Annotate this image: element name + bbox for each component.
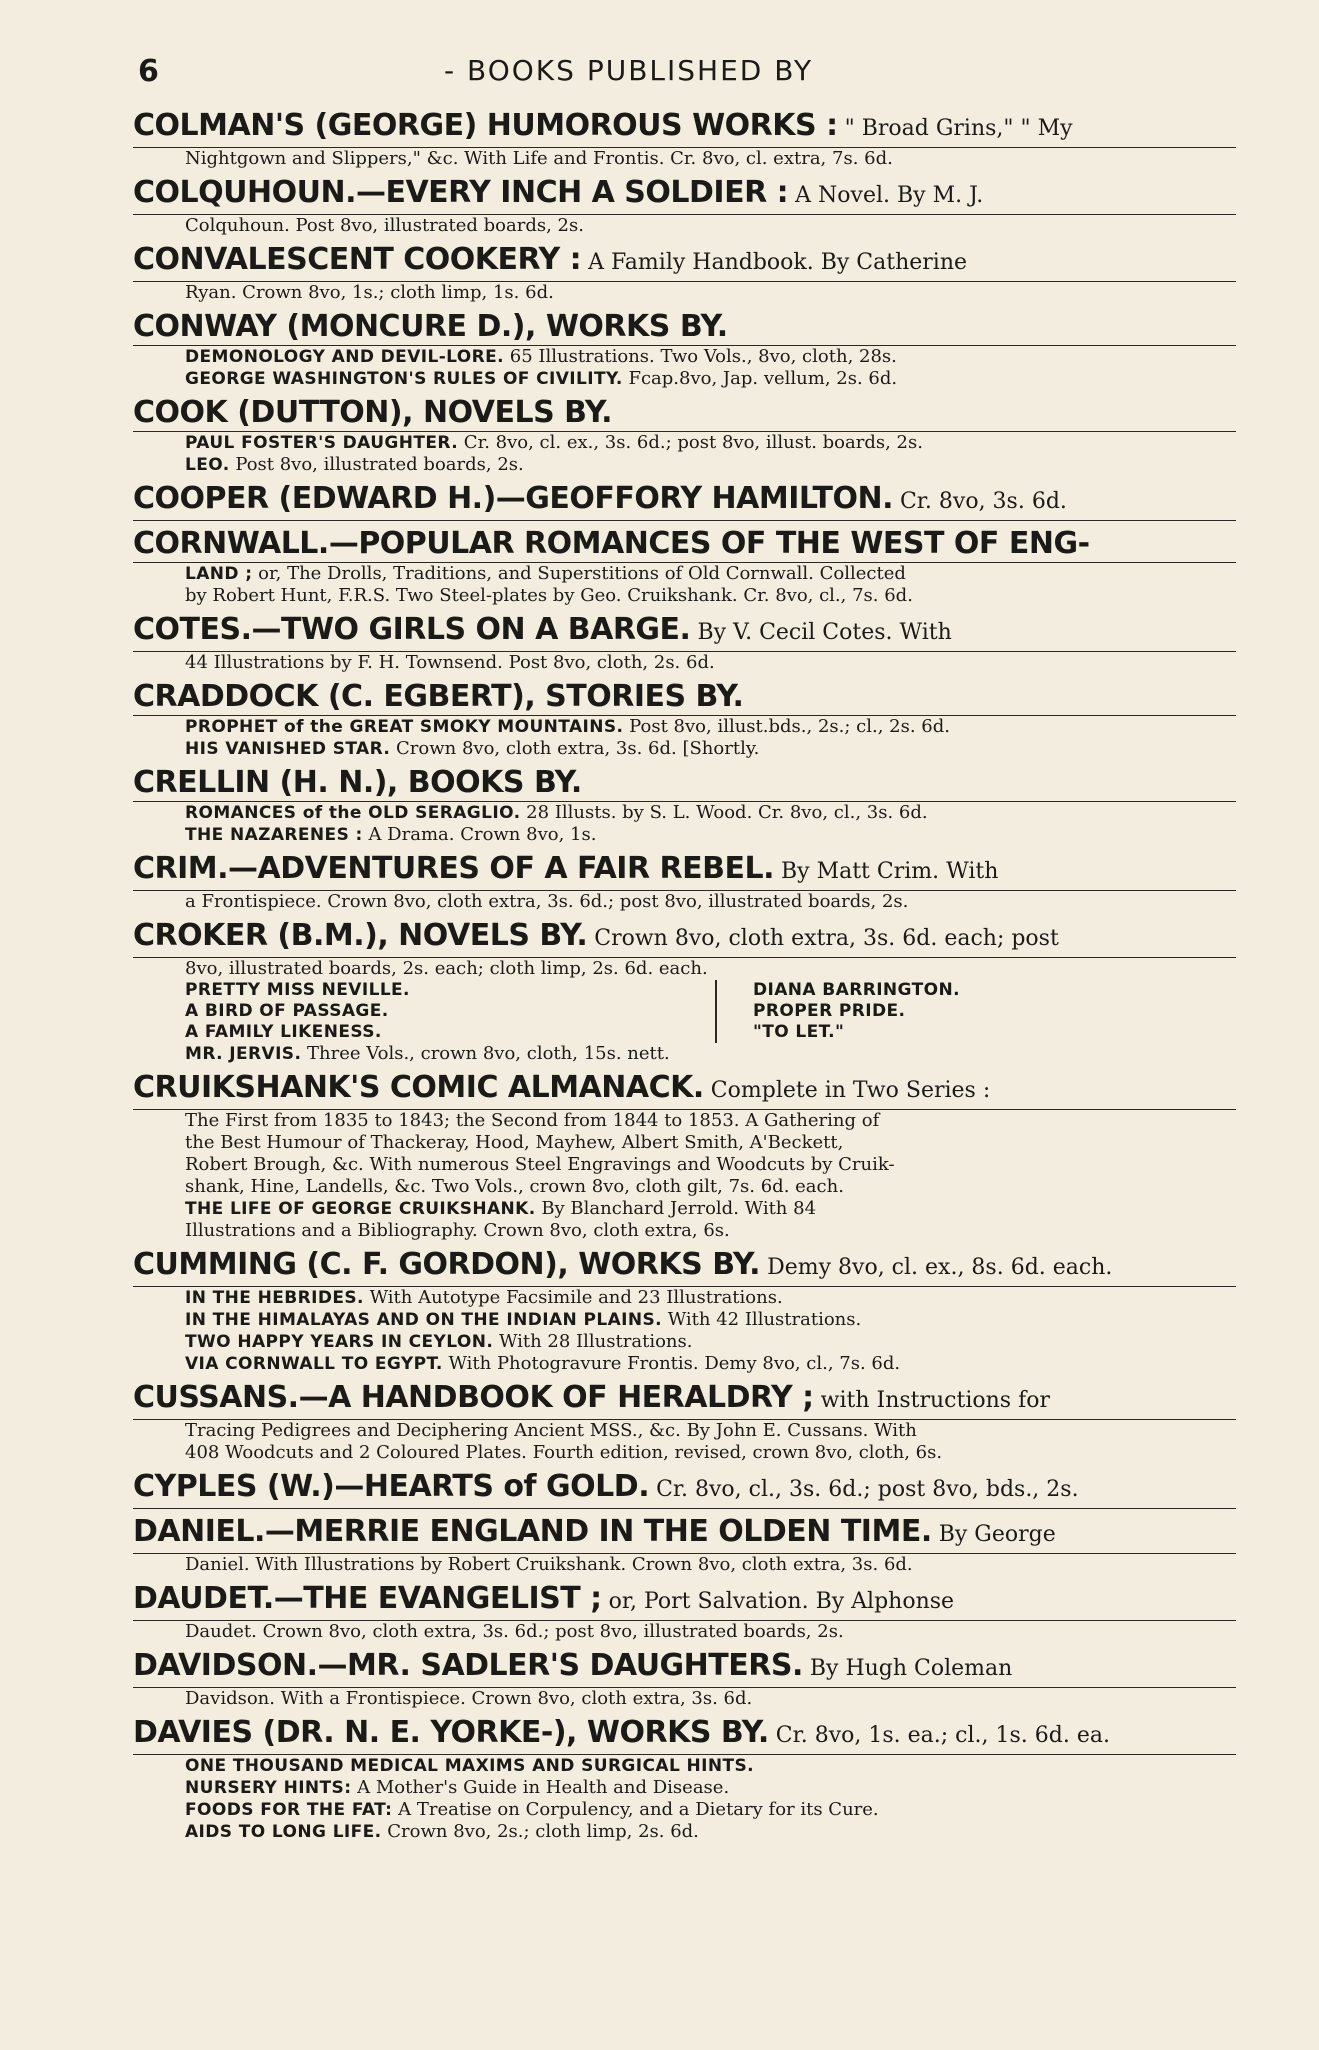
author-heading: COOPER (EDWARD H.)—GEOFFORY HAMILTON. bbox=[133, 481, 893, 516]
heading-description: By George bbox=[931, 1522, 1056, 1547]
catalog-entry bbox=[133, 1514, 1236, 1576]
book-details: Tracing Pedigrees and Deciphering Ancient MSS., &c. By John E. Cussans. With bbox=[185, 1420, 917, 1441]
book-details: Ryan. Crown 8vo, 1s.; cloth limp, 1s. 6d. bbox=[185, 282, 554, 303]
entry-heading bbox=[133, 1469, 1236, 1509]
entry-line bbox=[133, 1755, 1236, 1777]
entry-line bbox=[133, 1176, 1236, 1198]
entry-line bbox=[133, 148, 1236, 170]
entry-line bbox=[133, 1799, 1236, 1821]
heading-description: or, Port Salvation. By Alphonse bbox=[601, 1589, 955, 1614]
entry-heading bbox=[133, 1715, 1236, 1755]
book-details: Three Vols., crown 8vo, cloth, 15s. nett. bbox=[301, 1043, 670, 1064]
book-title: THE LIFE OF GEORGE CRUIKSHANK. bbox=[185, 1199, 536, 1219]
heading-description: Cr. 8vo, cl., 3s. 6d.; post 8vo, bds., 2s. bbox=[649, 1477, 1079, 1502]
book-details: Daudet. Crown 8vo, cloth extra, 3s. 6d.; post 8vo, illustrated boards, 2s. bbox=[185, 1621, 844, 1642]
entry-line bbox=[133, 1110, 1236, 1132]
catalog-entries bbox=[133, 108, 1236, 1848]
author-heading: CONVALESCENT COOKERY : bbox=[133, 242, 582, 277]
heading-description: " Broad Grins," " My bbox=[837, 116, 1073, 141]
book-details: By Blanchard Jerrold. With 84 bbox=[535, 1198, 817, 1219]
entry-heading bbox=[133, 1514, 1236, 1554]
heading-description: By Hugh Coleman bbox=[802, 1656, 1013, 1681]
book-title: A FAMILY LIKENESS. bbox=[185, 1022, 382, 1042]
author-heading: DAUDET.—THE EVANGELIST ; bbox=[133, 1581, 602, 1616]
book-title: AIDS TO LONG LIFE. bbox=[185, 1822, 382, 1842]
book-title: IN THE HEBRIDES. bbox=[185, 1288, 364, 1308]
entry-line bbox=[133, 346, 1236, 368]
author-heading: CYPLES (W.)—HEARTS of GOLD. bbox=[133, 1469, 650, 1504]
entry-heading bbox=[133, 679, 1236, 716]
heading-description: A Family Handbook. By Catherine bbox=[581, 250, 968, 275]
author-heading: DAVIES (DR. N. E. YORKE-), WORKS BY. bbox=[133, 1715, 769, 1750]
author-heading: DANIEL.—MERRIE ENGLAND IN THE OLDEN TIME. bbox=[133, 1514, 932, 1549]
entry-heading bbox=[133, 851, 1236, 891]
catalog-entry bbox=[133, 851, 1236, 913]
running-title: - BOOKS PUBLISHED BY bbox=[444, 54, 814, 87]
author-heading: COLMAN'S (GEORGE) HUMOROUS WORKS : bbox=[133, 108, 838, 143]
book-title: A BIRD OF PASSAGE. bbox=[185, 1001, 389, 1021]
entry-heading bbox=[133, 1247, 1236, 1287]
right-column bbox=[717, 980, 960, 1043]
book-title: DIANA BARRINGTON. bbox=[753, 980, 960, 1000]
book-details: Robert Brough, &c. With numerous Steel Engravings and Woodcuts by Cruik- bbox=[185, 1154, 895, 1175]
book-title: TWO HAPPY YEARS IN CEYLON. bbox=[185, 1332, 494, 1352]
catalog-entry bbox=[133, 1247, 1236, 1375]
entry-line bbox=[133, 1154, 1236, 1176]
entry-heading bbox=[133, 1380, 1236, 1420]
left-column bbox=[185, 980, 717, 1043]
catalog-entry bbox=[133, 242, 1236, 304]
entry-line bbox=[133, 1287, 1236, 1309]
entry-line bbox=[133, 824, 1236, 846]
book-title: PRETTY MISS NEVILLE. bbox=[185, 980, 410, 1000]
book-title: PAUL FOSTER'S DAUGHTER. bbox=[185, 433, 459, 453]
entry-heading bbox=[133, 309, 1236, 346]
book-details: Illustrations and a Bibliography. Crown 8vo, cloth extra, 6s. bbox=[185, 1220, 730, 1241]
entry-heading bbox=[133, 481, 1236, 521]
book-details: With 42 Illustrations. bbox=[661, 1309, 862, 1330]
entry-heading bbox=[133, 175, 1236, 215]
book-details: Fcap.8vo, Jap. vellum, 2s. 6d. bbox=[622, 368, 898, 389]
entry-line bbox=[133, 802, 1236, 824]
entry-line bbox=[133, 1777, 1236, 1799]
book-title: PROPER PRIDE. bbox=[753, 1001, 906, 1021]
entry-line bbox=[133, 716, 1236, 738]
book-details: Daniel. With Illustrations by Robert Cruikshank. Crown 8vo, cloth extra, 3s. 6d. bbox=[185, 1554, 913, 1575]
entry-line bbox=[133, 891, 1236, 913]
book-details: Colquhoun. Post 8vo, illustrated boards, 2s. bbox=[185, 215, 584, 236]
entry-line bbox=[133, 1220, 1236, 1242]
entry-line bbox=[133, 1043, 1236, 1065]
entry-line bbox=[133, 1353, 1236, 1375]
author-heading: COOK (DUTTON), NOVELS BY. bbox=[133, 395, 613, 430]
book-details: Nightgown and Slippers," &c. With Life and Frontis. Cr. 8vo, cl. extra, 7s. 6d. bbox=[185, 148, 893, 169]
catalog-entry bbox=[133, 918, 1236, 1065]
book-details: The First from 1835 to 1843; the Second from 1844 to 1853. A Gathering of bbox=[185, 1110, 880, 1131]
entry-line bbox=[133, 215, 1236, 237]
book-details: Cr. 8vo, cl. ex., 3s. 6d.; post 8vo, illust. boards, 2s. bbox=[458, 432, 923, 453]
entry-line bbox=[133, 432, 1236, 454]
catalog-entry bbox=[133, 1380, 1236, 1464]
catalog-entry bbox=[133, 526, 1236, 607]
catalog-entry bbox=[133, 1648, 1236, 1710]
entry-heading bbox=[133, 1648, 1236, 1688]
book-details: 44 Illustrations by F. H. Townsend. Post 8vo, cloth, 2s. 6d. bbox=[185, 652, 715, 673]
author-heading: COTES.—TWO GIRLS ON A BARGE. bbox=[133, 612, 691, 647]
catalog-entry bbox=[133, 309, 1236, 390]
book-details: Crown 8vo, cloth extra, 3s. 6d. [Shortly. bbox=[390, 738, 760, 759]
entry-line bbox=[133, 652, 1236, 674]
heading-description: with Instructions for bbox=[813, 1388, 1050, 1413]
author-heading: CORNWALL.—POPULAR ROMANCES OF THE WEST OF ENG- bbox=[133, 526, 1090, 561]
book-details: shank, Hine, Landells, &c. Two Vols., crown 8vo, cloth gilt, 7s. 6d. each. bbox=[185, 1176, 844, 1197]
heading-description: Cr. 8vo, 1s. ea.; cl., 1s. 6d. ea. bbox=[768, 1723, 1110, 1748]
entry-heading bbox=[133, 1581, 1236, 1621]
entry-line bbox=[133, 282, 1236, 304]
author-heading: COLQUHOUN.—EVERY INCH A SOLDIER : bbox=[133, 175, 789, 210]
book-title: IN THE HIMALAYAS AND ON THE INDIAN PLAINS. bbox=[185, 1310, 662, 1330]
book-title: MR. JERVIS. bbox=[185, 1044, 302, 1064]
book-details: A Drama. Crown 8vo, 1s. bbox=[362, 824, 597, 845]
book-details: by Robert Hunt, F.R.S. Two Steel-plates by Geo. Cruikshank. Cr. 8vo, cl., 7s. 6d. bbox=[185, 585, 913, 606]
catalog-entry bbox=[133, 1469, 1236, 1509]
book-title: DEMONOLOGY AND DEVIL-LORE. bbox=[185, 347, 505, 367]
entry-line bbox=[133, 1198, 1236, 1220]
author-heading: DAVIDSON.—MR. SADLER'S DAUGHTERS. bbox=[133, 1648, 803, 1683]
entry-line bbox=[133, 1132, 1236, 1154]
book-title: LEO. bbox=[185, 455, 230, 475]
author-heading: CROKER (B.M.), NOVELS BY. bbox=[133, 918, 588, 953]
book-title: FOODS FOR THE FAT: bbox=[185, 1800, 393, 1820]
heading-description: Complete in Two Series : bbox=[703, 1078, 991, 1103]
entry-line bbox=[133, 1688, 1236, 1710]
book-details: the Best Humour of Thackeray, Hood, Mayhew, Albert Smith, A'Beckett, bbox=[185, 1132, 844, 1153]
entry-heading bbox=[133, 918, 1236, 958]
entry-line bbox=[133, 1442, 1236, 1464]
catalog-entry bbox=[133, 481, 1236, 521]
entry-line bbox=[133, 1309, 1236, 1331]
entry-line bbox=[133, 738, 1236, 760]
book-title: "TO LET." bbox=[753, 1022, 845, 1042]
book-details: 8vo, illustrated boards, 2s. each; cloth limp, 2s. 6d. each. bbox=[185, 958, 708, 979]
catalog-entry bbox=[133, 395, 1236, 476]
entry-line bbox=[133, 1331, 1236, 1353]
book-details: a Frontispiece. Crown 8vo, cloth extra, 3s. 6d.; post 8vo, illustrated boards, 2s. bbox=[185, 891, 909, 912]
page-header bbox=[138, 50, 1238, 94]
book-details: A Mother's Guide in Health and Disease. bbox=[351, 1777, 730, 1798]
catalog-entry bbox=[133, 679, 1236, 760]
book-details: Post 8vo, illustrated boards, 2s. bbox=[229, 454, 524, 475]
catalog-entry bbox=[133, 175, 1236, 237]
book-details: Davidson. With a Frontispiece. Crown 8vo, cloth extra, 3s. 6d. bbox=[185, 1688, 753, 1709]
entry-heading bbox=[133, 395, 1236, 432]
book-title: HIS VANISHED STAR. bbox=[185, 739, 391, 759]
author-heading: CRUIKSHANK'S COMIC ALMANACK. bbox=[133, 1070, 704, 1105]
entry-heading bbox=[133, 612, 1236, 652]
entry-line bbox=[133, 1621, 1236, 1643]
catalog-entry bbox=[133, 1715, 1236, 1843]
two-column-list bbox=[133, 980, 1236, 1043]
book-details: or, The Drolls, Traditions, and Superstitions of Old Cornwall. Collected bbox=[252, 563, 906, 584]
heading-description: Crown 8vo, cloth extra, 3s. 6d. each; post bbox=[587, 926, 1059, 951]
book-title: GEORGE WASHINGTON'S RULES OF CIVILITY. bbox=[185, 369, 623, 389]
entry-line bbox=[133, 454, 1236, 476]
entry-heading bbox=[133, 1070, 1236, 1110]
catalog-entry bbox=[133, 1581, 1236, 1643]
page-number: 6 bbox=[138, 54, 161, 89]
author-heading: CRADDOCK (C. EGBERT), STORIES BY. bbox=[133, 679, 744, 714]
author-heading: CONWAY (MONCURE D.), WORKS BY. bbox=[133, 309, 728, 344]
catalog-entry bbox=[133, 108, 1236, 170]
book-details: A Treatise on Corpulency, and a Dietary for its Cure. bbox=[392, 1799, 879, 1820]
book-details: Post 8vo, illust.bds., 2s.; cl., 2s. 6d. bbox=[623, 716, 950, 737]
author-heading: CRIM.—ADVENTURES OF A FAIR REBEL. bbox=[133, 851, 774, 886]
catalog-entry bbox=[133, 1070, 1236, 1242]
entry-line bbox=[133, 1420, 1236, 1442]
book-title: VIA CORNWALL TO EGYPT. bbox=[185, 1354, 443, 1374]
book-details: 28 Illusts. by S. L. Wood. Cr. 8vo, cl., 3s. 6d. bbox=[520, 802, 928, 823]
book-title: THE NAZARENES : bbox=[185, 825, 363, 845]
heading-description: A Novel. By M. J. bbox=[788, 183, 984, 208]
book-details: Crown 8vo, 2s.; cloth limp, 2s. 6d. bbox=[381, 1821, 699, 1842]
entry-heading bbox=[133, 526, 1236, 563]
entry-line bbox=[133, 958, 1236, 980]
heading-description: Cr. 8vo, 3s. 6d. bbox=[892, 489, 1067, 514]
entry-line bbox=[133, 563, 1236, 585]
author-heading: CUMMING (C. F. GORDON), WORKS BY. bbox=[133, 1247, 761, 1282]
heading-description: By Matt Crim. With bbox=[773, 859, 999, 884]
book-title: NURSERY HINTS: bbox=[185, 1778, 352, 1798]
book-details: With Autotype Facsimile and 23 Illustrations. bbox=[363, 1287, 783, 1308]
heading-description: Demy 8vo, cl. ex., 8s. 6d. each. bbox=[760, 1255, 1113, 1280]
book-details: With 28 Illustrations. bbox=[493, 1331, 693, 1352]
entry-line bbox=[133, 368, 1236, 390]
author-heading: CUSSANS.—A HANDBOOK OF HERALDRY ; bbox=[133, 1380, 814, 1415]
book-details: 408 Woodcuts and 2 Coloured Plates. Fourth edition, revised, crown 8vo, cloth, 6s. bbox=[185, 1442, 943, 1463]
heading-description: By V. Cecil Cotes. With bbox=[690, 620, 952, 645]
book-details: With Photogravure Frontis. Demy 8vo, cl., 7s. 6d. bbox=[442, 1353, 901, 1374]
book-title: ROMANCES of the OLD SERAGLIO. bbox=[185, 803, 521, 823]
entry-line bbox=[133, 585, 1236, 607]
book-details: 65 Illustrations. Two Vols., 8vo, cloth, 28s. bbox=[504, 346, 897, 367]
entry-heading bbox=[133, 765, 1236, 802]
catalog-entry bbox=[133, 765, 1236, 846]
entry-line bbox=[133, 1554, 1236, 1576]
entry-heading bbox=[133, 242, 1236, 282]
book-title: LAND ; bbox=[185, 564, 253, 584]
author-heading: CRELLIN (H. N.), BOOKS BY. bbox=[133, 765, 582, 800]
book-title: ONE THOUSAND MEDICAL MAXIMS AND SURGICAL HINTS. bbox=[185, 1756, 754, 1776]
catalog-entry bbox=[133, 612, 1236, 674]
book-title: PROPHET of the GREAT SMOKY MOUNTAINS. bbox=[185, 717, 624, 737]
entry-heading bbox=[133, 108, 1236, 148]
entry-line bbox=[133, 1821, 1236, 1843]
